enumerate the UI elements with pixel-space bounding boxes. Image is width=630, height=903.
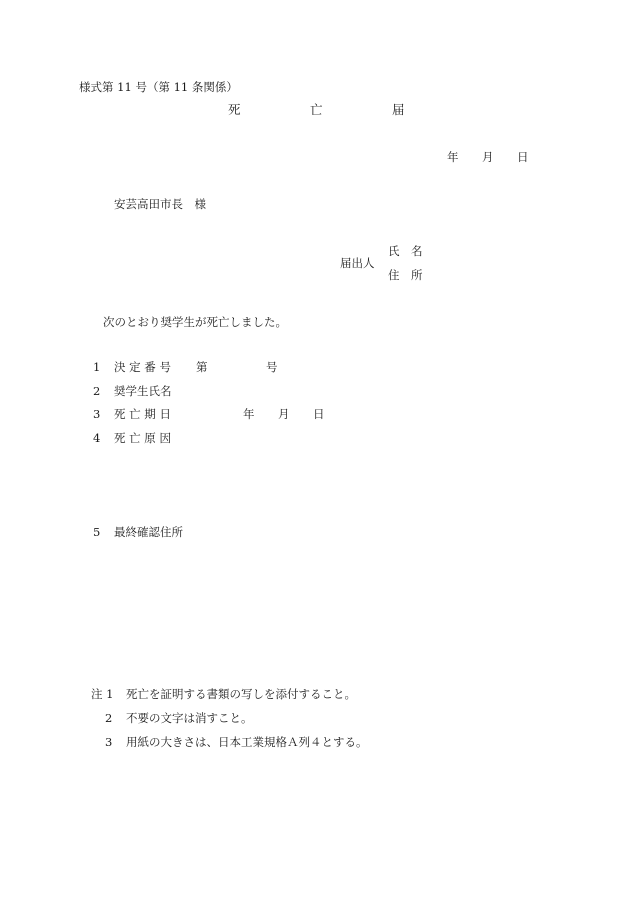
applicant-name-label: 氏 名	[388, 244, 423, 258]
item-label-decision-number: 決 定 番 号	[114, 360, 171, 374]
item-number: 4	[93, 431, 101, 445]
note-number: 3	[105, 735, 113, 749]
date-day-label: 日	[517, 150, 529, 164]
item-label-death-date: 死 亡 期 日	[114, 407, 171, 421]
addressee: 安芸高田市長 様	[114, 197, 206, 211]
note-number: 2	[105, 711, 113, 725]
form-number: 様式第 11 号（第 11 条関係）	[79, 80, 238, 94]
item-label-death-cause: 死 亡 原 因	[114, 431, 171, 445]
item-number: 5	[93, 525, 101, 539]
date-month-label: 月	[482, 150, 494, 164]
item-label-last-address: 最終確認住所	[114, 525, 183, 539]
item-number: 3	[93, 407, 101, 421]
notes-prefix: 注 1	[91, 687, 114, 701]
title-char-2: 亡	[310, 102, 323, 117]
item-label-student-name: 奨学生氏名	[114, 384, 172, 398]
item-number: 1	[93, 360, 101, 374]
title-char-3: 届	[392, 102, 405, 117]
date-year-label: 年	[447, 150, 459, 164]
body-text: 次のとおり奨学生が死亡しました。	[103, 315, 287, 329]
applicant-label: 届出人	[340, 256, 375, 270]
item-death-month: 月	[278, 407, 290, 421]
item-decision-dai: 第	[196, 360, 208, 374]
item-number: 2	[93, 384, 101, 398]
item-death-day: 日	[313, 407, 325, 421]
note-text: 不要の文字は消すこと。	[126, 711, 253, 725]
title-char-1: 死	[228, 102, 241, 117]
note-text: 用紙の大きさは、日本工業規格Ａ列４とする。	[126, 735, 368, 749]
applicant-address-label: 住 所	[388, 268, 423, 282]
item-decision-go: 号	[266, 360, 278, 374]
note-text: 死亡を証明する書類の写しを添付すること。	[126, 687, 356, 701]
item-death-year: 年	[243, 407, 255, 421]
